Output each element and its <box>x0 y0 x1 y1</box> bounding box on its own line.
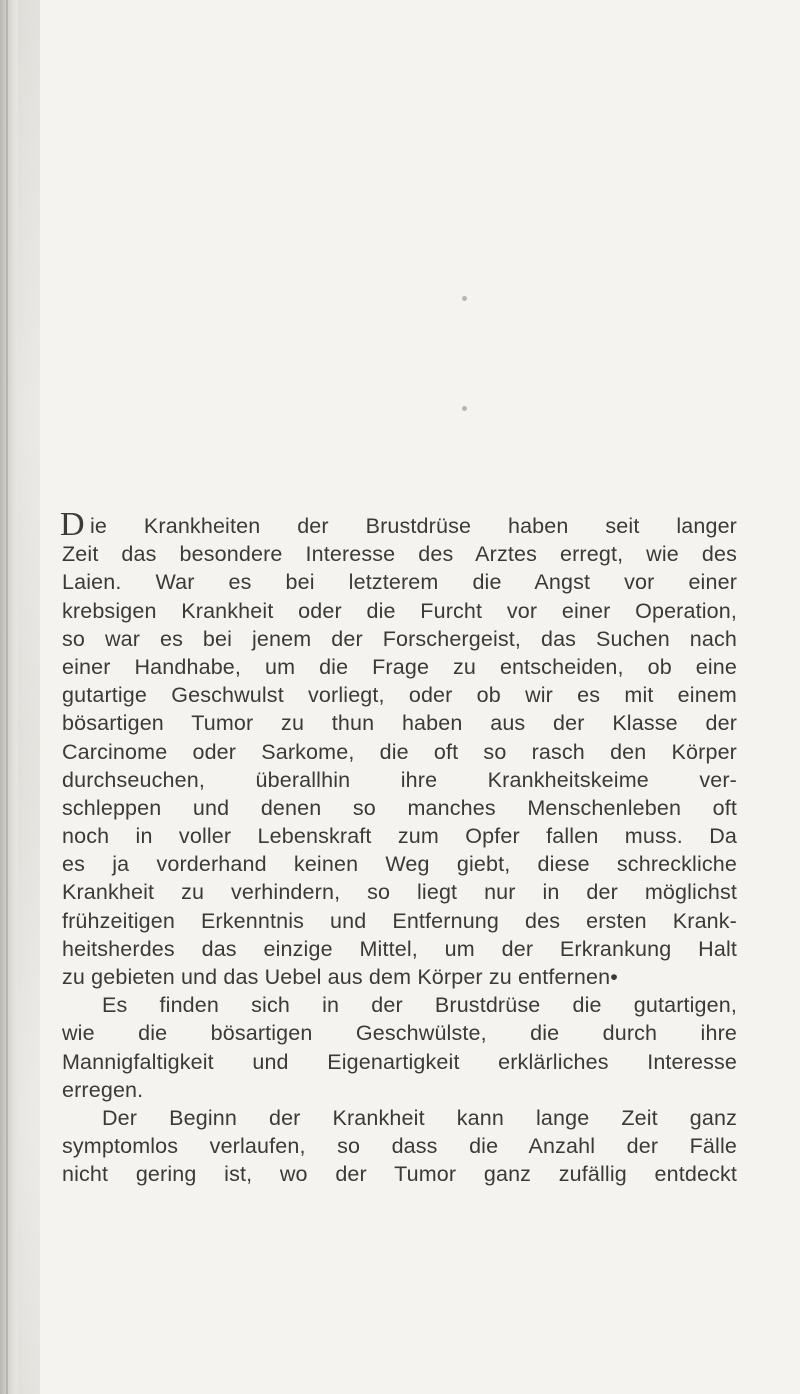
text-line: frühzeitigen Erkenntnis und Entfernung des ersten Krank- <box>62 908 737 933</box>
text-line: gutartige Geschwulst vorliegt, oder ob wir es mit einem <box>62 683 737 708</box>
text-line: noch in voller Lebenskraft zum Opfer fallen muss. Da <box>62 824 737 849</box>
text-line: symptomlos verlaufen, so dass die Anzahl der Fälle <box>62 1134 737 1159</box>
paper-speck <box>462 406 467 411</box>
text-line: zu gebieten und das Uebel aus dem Körper zu entfernen• <box>62 965 618 989</box>
text-line-content: ie Krankheiten der Brustdrüse haben seit langer <box>90 514 737 538</box>
paper-speck <box>462 296 467 301</box>
text-line: krebsigen Krankheit oder die Furcht vor einer Operation, <box>62 598 737 623</box>
text-line: schleppen und denen so manches Menschenleben oft <box>62 795 737 820</box>
text-line: bösartigen Tumor zu thun haben aus der Klasse der <box>62 711 737 736</box>
text-line: so war es bei jenem der Forschergeist, das Suchen nach <box>62 626 737 651</box>
text-line: durchseuchen, überallhin ihre Krankheitskeime ver- <box>62 767 737 792</box>
text-line: Carcinome oder Sarkome, die oft so rasch den Körper <box>62 739 737 764</box>
body-text <box>60 506 737 1189</box>
text-line: Es finden sich in der Brustdrüse die gutartigen, <box>102 993 737 1018</box>
text-line: erregen. <box>62 1077 144 1102</box>
text-line: einer Handhabe, um die Frage zu entscheiden, ob eine <box>62 654 737 679</box>
text-line: Laien. War es bei letzterem die Angst vor einer <box>62 570 737 595</box>
book-gutter <box>0 0 40 1394</box>
initial-letter: D <box>60 506 85 543</box>
text-line: wie die bösartigen Geschwülste, die durch ihre <box>62 1021 737 1046</box>
text-line: Zeit das besondere Interesse des Arztes erregt, wie des <box>62 542 737 567</box>
text-line: Der Beginn der Krankheit kann lange Zeit ganz <box>102 1105 737 1130</box>
text-line: nicht gering ist, wo der Tumor ganz zufällig entdeckt <box>62 1162 737 1187</box>
paragraph-2 <box>62 991 737 1104</box>
paragraph-1 <box>60 506 737 991</box>
paragraph-3 <box>62 1104 737 1189</box>
text-line: es ja vorderhand keinen Weg giebt, diese schreckliche <box>62 852 737 877</box>
text-line: Krankheit zu verhindern, so liegt nur in der möglichst <box>62 880 737 905</box>
gutter-edge-line <box>6 0 8 1394</box>
text-line <box>60 506 737 543</box>
text-line: heitsherdes das einzige Mittel, um der Erkrankung Halt <box>62 936 737 961</box>
gutter-shadow-band <box>18 0 40 1394</box>
text-line: Mannigfaltigkeit und Eigenartigkeit erklärliches Interesse <box>62 1049 737 1074</box>
